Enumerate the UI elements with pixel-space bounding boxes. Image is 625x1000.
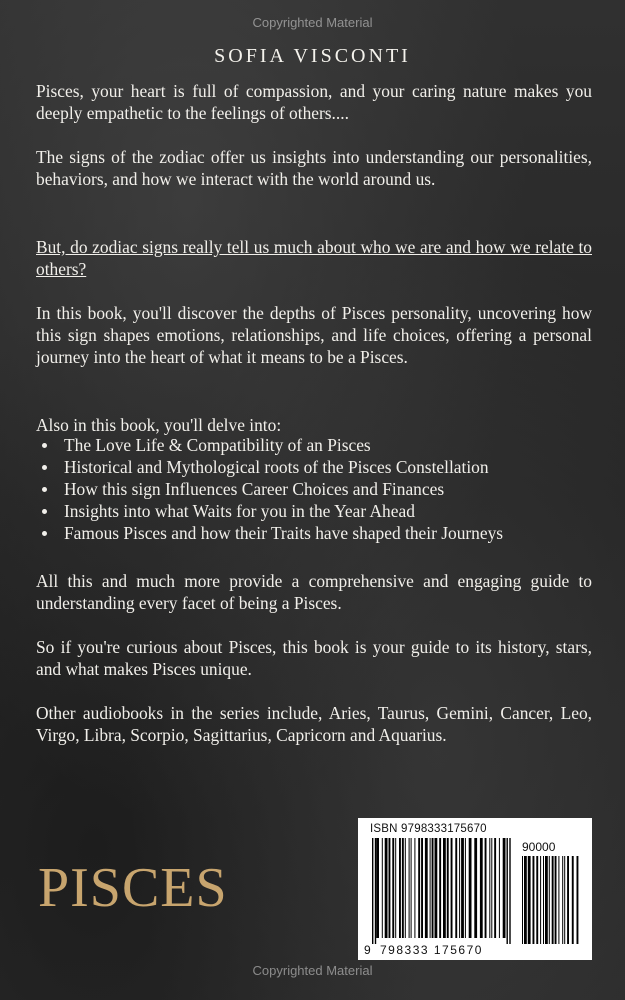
barcode-bar — [507, 838, 508, 944]
barcode-bar — [447, 838, 449, 938]
barcode-bar — [443, 838, 446, 938]
barcode-bar — [499, 838, 500, 938]
barcode-bar — [577, 856, 579, 944]
barcode-bar — [459, 838, 460, 938]
barcode-bar — [375, 838, 376, 944]
bullets-intro: Also in this book, you'll delve into: — [36, 415, 282, 435]
list-item — [36, 456, 606, 478]
barcode-bar — [555, 856, 557, 944]
barcode-bar — [572, 856, 574, 944]
barcode-bar — [432, 838, 434, 938]
barcode-bar — [376, 838, 379, 938]
blurb-paragraph-6: All this and much more provide a comprehensive and engaging guide to understanding every facet of being a Pisces. — [36, 571, 592, 613]
barcode-bar — [451, 838, 453, 938]
feature-list — [36, 434, 606, 544]
barcode-bar — [395, 838, 396, 938]
barcode-bar — [399, 838, 401, 938]
barcode-bar — [524, 856, 527, 944]
bullet-icon — [42, 465, 47, 470]
barcode-bar — [469, 838, 472, 938]
barcode-bar — [543, 856, 544, 944]
bullet-icon — [42, 443, 47, 448]
blurb-question: But, do zodiac signs really tell us much about who we are and how we relate to others? — [36, 237, 592, 279]
barcode-bar — [382, 838, 383, 938]
blurb-paragraph-4: In this book, you'll discover the depths of Pisces personality, uncovering how this sign shapes emotions, relationships, and life choices, offering a personal journey into the heart of what it means to be a Pisces. — [36, 303, 592, 367]
book-title: PISCES — [38, 857, 228, 919]
barcode-bar — [418, 838, 420, 938]
list-item — [36, 434, 606, 456]
list-item-text: Famous Pisces and how their Traits have shaped their Journeys — [64, 523, 504, 543]
barcode-bar — [545, 856, 548, 944]
author-name: SOFIA VISCONTI — [214, 45, 411, 67]
blurb-paragraph-1: Pisces, your heart is full of compassion, and your caring nature makes you deeply empathetic to the feelings of others.... — [36, 81, 592, 123]
blurb-paragraph-2: The signs of the zodiac offer us insights into understanding our personalities, behaviors, and how we interact with the world around us. — [36, 147, 592, 189]
blurb-paragraph-7: So if you're curious about Pisces, this book is your guide to its history, stars, and what makes Pisces unique. — [36, 637, 592, 679]
barcode-bar — [430, 838, 431, 938]
barcode-bar — [405, 838, 406, 938]
barcode-bar — [372, 838, 373, 944]
barcode-bar — [552, 856, 554, 944]
barcode-bar — [411, 838, 412, 938]
barcode-bar — [385, 838, 388, 938]
barcode-bar — [421, 838, 423, 938]
barcode-bar — [562, 856, 563, 944]
barcode-bar — [522, 856, 523, 944]
list-item-text: Historical and Mythological roots of the Pisces Constellation — [64, 457, 489, 477]
barcode-bar — [414, 838, 415, 938]
barcode-bar — [435, 838, 438, 938]
barcode-bar — [392, 838, 394, 938]
barcode-bar — [461, 838, 464, 938]
isbn-barcode — [358, 818, 592, 960]
barcode-bar — [549, 856, 550, 944]
barcode-bar — [491, 838, 492, 938]
barcode-bar — [402, 838, 404, 938]
barcode-bar — [425, 838, 428, 938]
barcode-bar — [564, 856, 565, 944]
barcode-first-digit: 9 — [364, 943, 371, 957]
barcode-bar — [409, 838, 410, 938]
barcode-bar — [533, 856, 535, 944]
list-item — [36, 478, 606, 500]
barcode-bar — [439, 838, 441, 938]
barcode-bar — [503, 838, 506, 938]
barcode-bar — [465, 838, 466, 938]
series-list: Other audiobooks in the series include, Aries, Taurus, Gemini, Cancer, Leo, Virgo, Libra, Scorpio, Sagittarius, Capricorn and Aquarius. — [36, 703, 592, 745]
list-item-text: The Love Life & Compatibility of an Pisces — [64, 435, 371, 455]
barcode-bar — [558, 856, 559, 944]
list-item — [36, 500, 606, 522]
barcode-bar — [536, 856, 538, 944]
barcode-bar — [485, 838, 487, 938]
bullet-icon — [42, 531, 47, 536]
barcode-digits: 798333 175670 — [380, 943, 483, 957]
watermark-top: Copyrighted Material — [252, 15, 373, 30]
barcode-bars — [372, 838, 512, 944]
barcode-bar — [455, 838, 457, 938]
bullet-icon — [42, 487, 47, 492]
barcode-bar — [489, 838, 490, 938]
barcode-bar — [474, 838, 477, 938]
barcode-bar — [567, 856, 569, 944]
barcode-bar — [480, 838, 483, 938]
list-item-text: Insights into what Waits for you in the Year Ahead — [64, 501, 415, 521]
bullet-icon — [42, 509, 47, 514]
isbn-label: ISBN 9798333175670 — [370, 823, 487, 835]
barcode-bar — [494, 838, 496, 938]
barcode-bar — [389, 838, 391, 938]
list-item — [36, 522, 606, 544]
barcode-bar — [509, 838, 510, 944]
list-item-text: How this sign Influences Career Choices and Finances — [64, 479, 445, 499]
barcode-bar — [528, 856, 531, 944]
barcode-bar — [540, 856, 541, 944]
barcode-addon-bars — [522, 856, 584, 944]
watermark-bottom: Copyrighted Material — [252, 963, 373, 978]
price-code: 90000 — [522, 840, 556, 854]
